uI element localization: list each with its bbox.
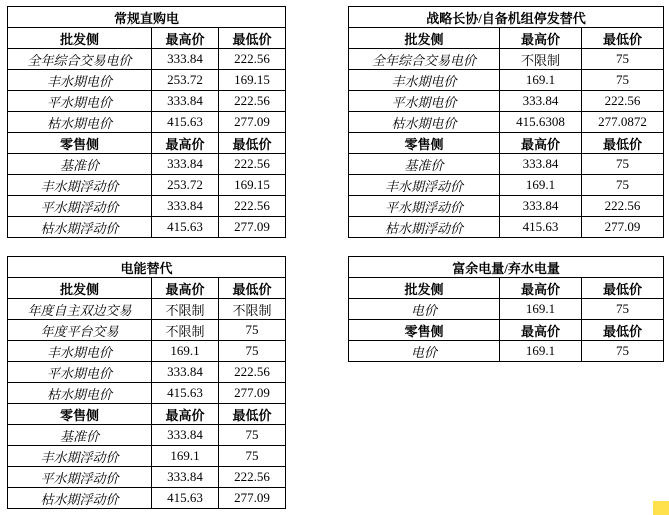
price-cell: 415.63 <box>152 217 219 238</box>
price-cell: 222.56 <box>582 196 664 217</box>
table-row <box>8 383 286 404</box>
section-column-header: 最低价 <box>582 320 664 341</box>
price-cell: 169.1 <box>152 446 219 467</box>
row-label: 枯水期电价 <box>349 112 500 133</box>
section-label: 零售侧 <box>349 133 500 154</box>
row-label: 平水期电价 <box>8 362 152 383</box>
price-cell: 不限制 <box>152 320 219 341</box>
price-cell: 333.84 <box>152 362 219 383</box>
table-row <box>8 112 286 133</box>
table-title: 电能替代 <box>8 257 286 278</box>
price-cell: 75 <box>582 299 664 320</box>
table-strategic-agreement <box>348 6 664 238</box>
price-cell: 277.09 <box>219 488 286 509</box>
price-cell: 277.0872 <box>582 112 664 133</box>
price-cell: 333.84 <box>152 154 219 175</box>
row-label: 基准价 <box>8 425 152 446</box>
table-row <box>349 341 664 362</box>
price-cell: 415.63 <box>152 383 219 404</box>
table-row <box>349 70 664 91</box>
row-label: 丰水期电价 <box>8 70 152 91</box>
price-cell: 75 <box>219 425 286 446</box>
price-cell: 75 <box>219 341 286 362</box>
price-cell: 75 <box>582 70 664 91</box>
table-row <box>8 446 286 467</box>
section-label: 零售侧 <box>349 320 500 341</box>
row-label: 丰水期电价 <box>8 341 152 362</box>
section-column-header: 最高价 <box>500 133 582 154</box>
row-label: 全年综合交易电价 <box>8 49 152 70</box>
table-row <box>8 154 286 175</box>
price-cell: 277.09 <box>582 217 664 238</box>
price-cell: 333.84 <box>500 196 582 217</box>
column-header: 最高价 <box>152 28 219 49</box>
price-cell: 415.63 <box>152 488 219 509</box>
table-section-row <box>349 320 664 341</box>
table-body <box>349 7 664 238</box>
price-cell: 277.09 <box>219 217 286 238</box>
price-cell: 253.72 <box>152 175 219 196</box>
table-title-row <box>8 257 286 278</box>
table-row <box>349 299 664 320</box>
price-cell: 333.84 <box>152 49 219 70</box>
price-cell: 253.72 <box>152 70 219 91</box>
table-header-row <box>349 28 664 49</box>
table-row <box>349 91 664 112</box>
row-label: 全年综合交易电价 <box>349 49 500 70</box>
price-cell: 75 <box>582 154 664 175</box>
price-cell: 75 <box>219 446 286 467</box>
table-section-row <box>8 133 286 154</box>
table-row <box>349 49 664 70</box>
price-cell: 169.15 <box>219 175 286 196</box>
table-row <box>349 217 664 238</box>
price-cell: 169.15 <box>219 70 286 91</box>
table-row <box>8 217 286 238</box>
table-row <box>8 91 286 112</box>
row-label: 枯水期浮动价 <box>8 217 152 238</box>
table-title: 战略长协/自备机组停发替代 <box>349 7 664 28</box>
price-cell: 222.56 <box>219 91 286 112</box>
row-label: 枯水期电价 <box>8 383 152 404</box>
table-row <box>8 467 286 488</box>
price-cell: 333.84 <box>500 91 582 112</box>
section-label: 零售侧 <box>8 404 152 425</box>
table-row <box>349 112 664 133</box>
table-row <box>8 362 286 383</box>
price-cell: 222.56 <box>219 49 286 70</box>
row-label: 年度平台交易 <box>8 320 152 341</box>
row-label: 平水期电价 <box>349 91 500 112</box>
table-row <box>8 425 286 446</box>
price-cell: 277.09 <box>219 112 286 133</box>
column-header: 批发侧 <box>349 28 500 49</box>
price-cell: 415.63 <box>152 112 219 133</box>
table-title-row <box>349 7 664 28</box>
table-surplus-power <box>348 256 664 362</box>
column-header: 批发侧 <box>8 28 152 49</box>
row-label: 电价 <box>349 299 500 320</box>
table-row <box>349 154 664 175</box>
price-cell: 75 <box>582 341 664 362</box>
price-cell: 333.84 <box>152 425 219 446</box>
table-section-row <box>349 133 664 154</box>
price-cell: 222.56 <box>219 467 286 488</box>
table-row <box>349 196 664 217</box>
row-label: 丰水期浮动价 <box>349 175 500 196</box>
table-row <box>8 320 286 341</box>
table-row <box>8 70 286 91</box>
table-body <box>349 257 664 362</box>
table-header-row <box>8 28 286 49</box>
price-cell: 222.56 <box>582 91 664 112</box>
price-cell: 222.56 <box>219 362 286 383</box>
table-normal-direct-purchase <box>7 6 286 238</box>
column-header: 批发侧 <box>8 278 152 299</box>
row-label: 平水期电价 <box>8 91 152 112</box>
row-label: 枯水期浮动价 <box>8 488 152 509</box>
price-cell: 169.1 <box>152 341 219 362</box>
table-title: 富余电量/弃水电量 <box>349 257 664 278</box>
row-label: 丰水期浮动价 <box>8 175 152 196</box>
price-cell: 169.1 <box>500 70 582 91</box>
row-label: 年度自主双边交易 <box>8 299 152 320</box>
corner-marker <box>653 501 669 515</box>
row-label: 电价 <box>349 341 500 362</box>
row-label: 平水期浮动价 <box>349 196 500 217</box>
price-cell: 169.1 <box>500 175 582 196</box>
price-cell: 333.84 <box>152 467 219 488</box>
section-column-header: 最低价 <box>219 404 286 425</box>
price-cell: 不限制 <box>500 49 582 70</box>
table-energy-substitution <box>7 256 286 509</box>
column-header: 最低价 <box>219 28 286 49</box>
price-cell: 75 <box>582 49 664 70</box>
section-label: 零售侧 <box>8 133 152 154</box>
price-cell: 75 <box>582 175 664 196</box>
column-header: 最低价 <box>582 278 664 299</box>
price-cell: 415.63 <box>500 217 582 238</box>
row-label: 基准价 <box>8 154 152 175</box>
table-row <box>8 299 286 320</box>
price-cell: 415.6308 <box>500 112 582 133</box>
column-header: 最低价 <box>582 28 664 49</box>
price-cell: 222.56 <box>219 196 286 217</box>
section-column-header: 最高价 <box>152 133 219 154</box>
row-label: 枯水期浮动价 <box>349 217 500 238</box>
row-label: 平水期浮动价 <box>8 467 152 488</box>
price-cell: 277.09 <box>219 383 286 404</box>
table-title: 常规直购电 <box>8 7 286 28</box>
table-header-row <box>8 278 286 299</box>
price-cell: 333.84 <box>152 91 219 112</box>
table-row <box>349 175 664 196</box>
table-body <box>8 7 286 238</box>
table-body <box>8 257 286 509</box>
table-header-row <box>349 278 664 299</box>
row-label: 基准价 <box>349 154 500 175</box>
section-column-header: 最高价 <box>500 320 582 341</box>
table-title-row <box>8 7 286 28</box>
table-row <box>8 49 286 70</box>
table-row <box>8 196 286 217</box>
price-cell: 222.56 <box>219 154 286 175</box>
row-label: 丰水期浮动价 <box>8 446 152 467</box>
row-label: 平水期浮动价 <box>8 196 152 217</box>
table-section-row <box>8 404 286 425</box>
column-header: 最高价 <box>152 278 219 299</box>
row-label: 丰水期电价 <box>349 70 500 91</box>
table-title-row <box>349 257 664 278</box>
table-row <box>8 175 286 196</box>
table-row <box>8 488 286 509</box>
section-column-header: 最低价 <box>582 133 664 154</box>
table-row <box>8 341 286 362</box>
price-cell: 169.1 <box>500 341 582 362</box>
section-column-header: 最高价 <box>152 404 219 425</box>
price-cell: 75 <box>219 320 286 341</box>
price-cell: 不限制 <box>152 299 219 320</box>
price-cell: 333.84 <box>152 196 219 217</box>
price-cell: 333.84 <box>500 154 582 175</box>
column-header: 批发侧 <box>349 278 500 299</box>
price-cell: 169.1 <box>500 299 582 320</box>
section-column-header: 最低价 <box>219 133 286 154</box>
column-header: 最低价 <box>219 278 286 299</box>
row-label: 枯水期电价 <box>8 112 152 133</box>
price-cell: 不限制 <box>219 299 286 320</box>
column-header: 最高价 <box>500 278 582 299</box>
column-header: 最高价 <box>500 28 582 49</box>
